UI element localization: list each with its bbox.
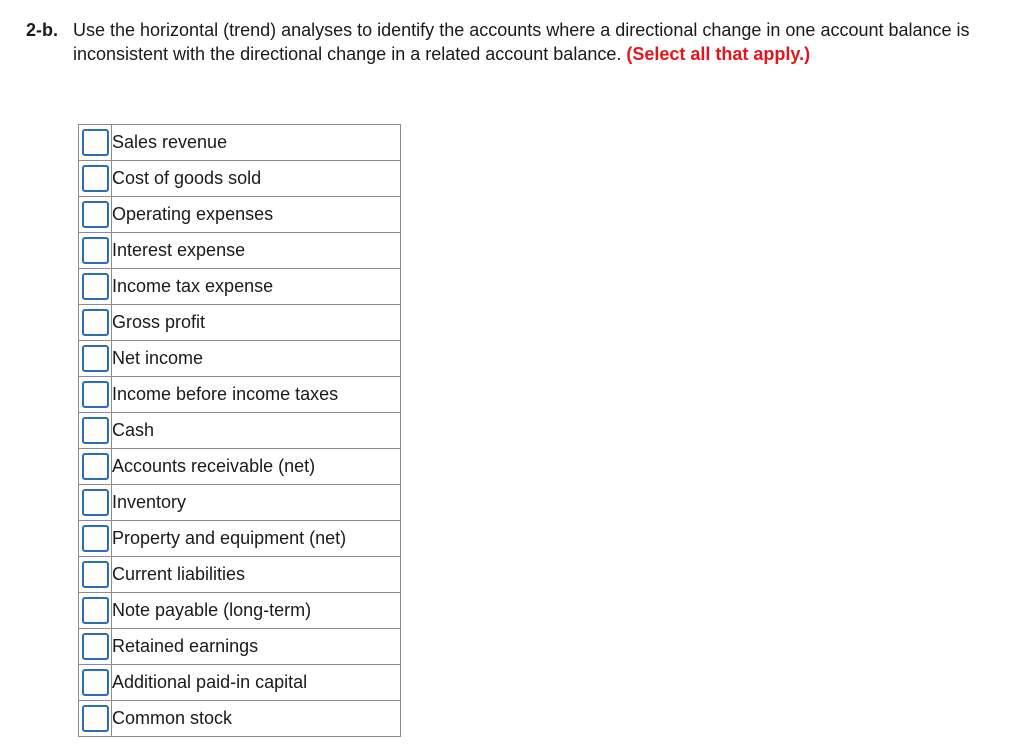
option-checkbox-cell[interactable] bbox=[79, 449, 112, 485]
option-row[interactable] bbox=[79, 557, 401, 593]
option-checkbox[interactable] bbox=[82, 525, 109, 552]
options-table bbox=[78, 124, 401, 737]
option-checkbox-cell[interactable] bbox=[79, 665, 112, 701]
option-checkbox[interactable] bbox=[82, 309, 109, 336]
option-checkbox-cell[interactable] bbox=[79, 593, 112, 629]
option-row[interactable] bbox=[79, 161, 401, 197]
option-row[interactable] bbox=[79, 629, 401, 665]
option-row[interactable] bbox=[79, 665, 401, 701]
option-checkbox[interactable] bbox=[82, 165, 109, 192]
option-checkbox-cell[interactable] bbox=[79, 377, 112, 413]
option-label[interactable]: Cost of goods sold bbox=[112, 161, 401, 197]
option-label[interactable]: Common stock bbox=[112, 701, 401, 737]
option-row[interactable] bbox=[79, 197, 401, 233]
option-checkbox[interactable] bbox=[82, 273, 109, 300]
question-text-block bbox=[73, 18, 996, 66]
option-checkbox-cell[interactable] bbox=[79, 521, 112, 557]
option-label[interactable]: Current liabilities bbox=[112, 557, 401, 593]
option-row[interactable] bbox=[79, 233, 401, 269]
option-checkbox-cell[interactable] bbox=[79, 197, 112, 233]
option-checkbox-cell[interactable] bbox=[79, 629, 112, 665]
option-checkbox[interactable] bbox=[82, 561, 109, 588]
option-label[interactable]: Interest expense bbox=[112, 233, 401, 269]
option-checkbox[interactable] bbox=[82, 705, 109, 732]
option-checkbox[interactable] bbox=[82, 453, 109, 480]
option-checkbox-cell[interactable] bbox=[79, 161, 112, 197]
option-row[interactable] bbox=[79, 593, 401, 629]
option-row[interactable] bbox=[79, 377, 401, 413]
option-checkbox[interactable] bbox=[82, 129, 109, 156]
option-label[interactable]: Cash bbox=[112, 413, 401, 449]
option-row[interactable] bbox=[79, 125, 401, 161]
question-text: Use the horizontal (trend) analyses to identify the accounts where a directional change in one account balance is inconsistent with the directional change in a related account balance. bbox=[73, 20, 970, 64]
option-checkbox[interactable] bbox=[82, 345, 109, 372]
option-row[interactable] bbox=[79, 269, 401, 305]
option-checkbox-cell[interactable] bbox=[79, 701, 112, 737]
option-row[interactable] bbox=[79, 521, 401, 557]
question-number: 2-b. bbox=[26, 20, 59, 40]
option-checkbox-cell[interactable] bbox=[79, 233, 112, 269]
option-checkbox-cell[interactable] bbox=[79, 125, 112, 161]
option-label[interactable]: Net income bbox=[112, 341, 401, 377]
option-label[interactable]: Retained earnings bbox=[112, 629, 401, 665]
option-checkbox-cell[interactable] bbox=[79, 413, 112, 449]
option-label[interactable]: Additional paid-in capital bbox=[112, 665, 401, 701]
option-checkbox[interactable] bbox=[82, 633, 109, 660]
options-list bbox=[79, 125, 401, 737]
option-checkbox-cell[interactable] bbox=[79, 269, 112, 305]
option-checkbox[interactable] bbox=[82, 669, 109, 696]
option-checkbox-cell[interactable] bbox=[79, 305, 112, 341]
question-instruction: (Select all that apply.) bbox=[626, 44, 811, 64]
option-checkbox[interactable] bbox=[82, 381, 109, 408]
option-label[interactable]: Operating expenses bbox=[112, 197, 401, 233]
option-checkbox[interactable] bbox=[82, 597, 109, 624]
option-row[interactable] bbox=[79, 449, 401, 485]
option-checkbox-cell[interactable] bbox=[79, 341, 112, 377]
option-checkbox[interactable] bbox=[82, 237, 109, 264]
option-checkbox[interactable] bbox=[82, 201, 109, 228]
option-checkbox[interactable] bbox=[82, 489, 109, 516]
option-label[interactable]: Accounts receivable (net) bbox=[112, 449, 401, 485]
option-checkbox[interactable] bbox=[82, 417, 109, 444]
option-label[interactable]: Inventory bbox=[112, 485, 401, 521]
option-row[interactable] bbox=[79, 485, 401, 521]
option-label[interactable]: Gross profit bbox=[112, 305, 401, 341]
option-label[interactable]: Income tax expense bbox=[112, 269, 401, 305]
option-row[interactable] bbox=[79, 341, 401, 377]
option-row[interactable] bbox=[79, 413, 401, 449]
option-row[interactable] bbox=[79, 701, 401, 737]
option-checkbox-cell[interactable] bbox=[79, 485, 112, 521]
option-label[interactable]: Property and equipment (net) bbox=[112, 521, 401, 557]
option-label[interactable]: Note payable (long-term) bbox=[112, 593, 401, 629]
question-prompt bbox=[26, 18, 996, 66]
option-row[interactable] bbox=[79, 305, 401, 341]
option-label[interactable]: Income before income taxes bbox=[112, 377, 401, 413]
option-label[interactable]: Sales revenue bbox=[112, 125, 401, 161]
option-checkbox-cell[interactable] bbox=[79, 557, 112, 593]
